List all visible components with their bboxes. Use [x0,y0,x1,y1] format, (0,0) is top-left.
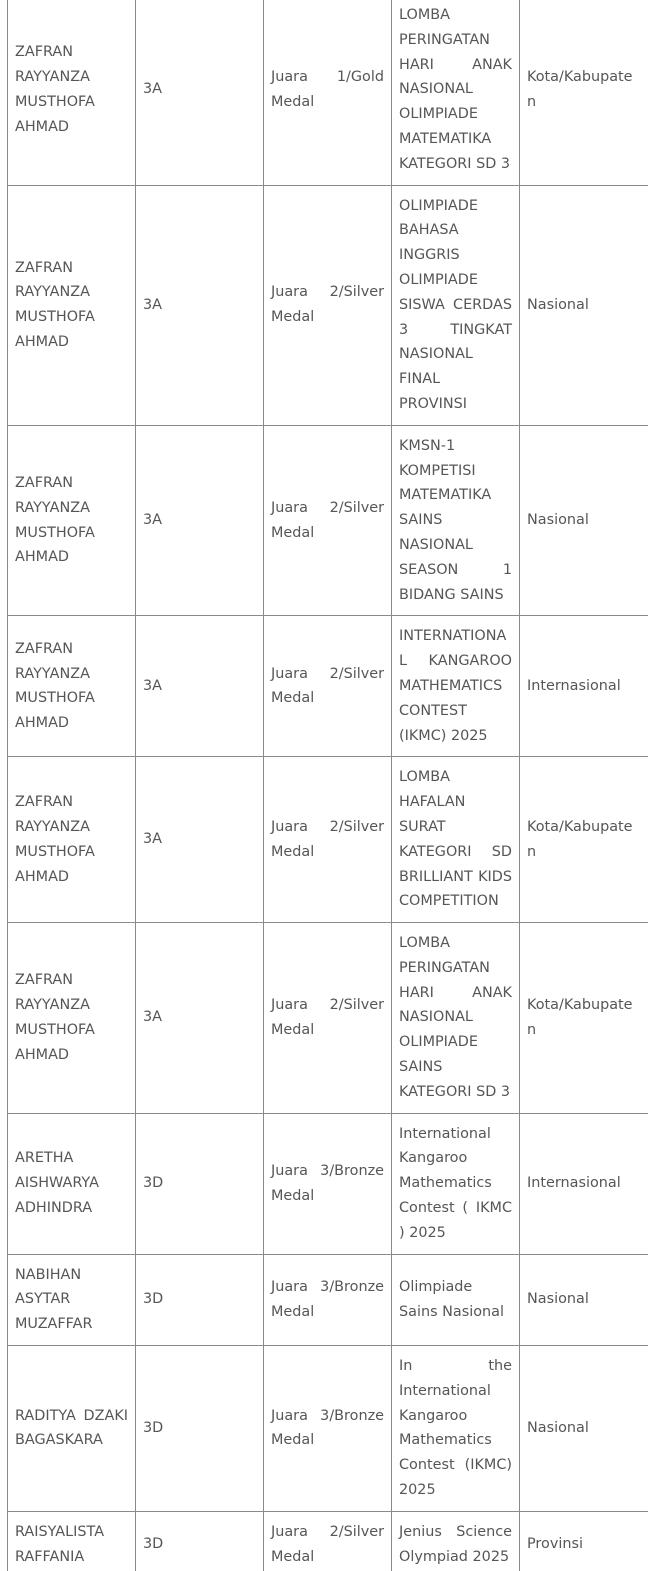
level-cell: Kota/Kabupaten [520,757,649,923]
level-cell: Internasional [520,1113,649,1254]
class-cell: 3A [136,0,264,185]
competition-cell: LOMBA PERINGATAN HARI ANAK NASIONAL OLIMPIADE MATEMATIKA KATEGORI SD 3 [392,0,520,185]
student-name-cell: RAISYALISTA RAFFANIA [8,1511,136,1571]
class-cell: 3A [136,757,264,923]
level-cell: Nasional [520,185,649,425]
student-name-cell: ARETHA AISHWARYA ADHINDRA [8,1113,136,1254]
class-cell: 3D [136,1511,264,1571]
level-cell: Nasional [520,1346,649,1512]
level-cell: Kota/Kabupaten [520,0,649,185]
table-row [8,185,649,425]
rank-cell: Juara 2/Silver Medal [264,616,392,757]
table-row [8,616,649,757]
student-name-cell: ZAFRAN RAYYANZA MUSTHOFA AHMAD [8,425,136,616]
rank-cell: Juara 2/Silver Medal [264,1511,392,1571]
table-row [8,923,649,1114]
rank-cell: Juara 2/Silver Medal [264,425,392,616]
table-row [8,757,649,923]
rank-cell: Juara 2/Silver Medal [264,757,392,923]
competition-cell: INTERNATIONAL KANGAROO MATHEMATICS CONTEST (IKMC) 2025 [392,616,520,757]
table-row [8,1113,649,1254]
achievements-table [7,0,648,1571]
student-name-cell: ZAFRAN RAYYANZA MUSTHOFA AHMAD [8,0,136,185]
level-cell: Internasional [520,616,649,757]
class-cell: 3D [136,1346,264,1512]
student-name-cell: ZAFRAN RAYYANZA MUSTHOFA AHMAD [8,616,136,757]
competition-cell: KMSN-1 KOMPETISI MATEMATIKA SAINS NASIONAL SEASON 1 BIDANG SAINS [392,425,520,616]
level-cell: Nasional [520,1254,649,1345]
rank-cell: Juara 3/Bronze Medal [264,1113,392,1254]
student-name-cell: NABIHAN ASYTAR MUZAFFAR [8,1254,136,1345]
rank-cell: Juara 2/Silver Medal [264,185,392,425]
table-row [8,1511,649,1571]
competition-cell: International Kangaroo Mathematics Contest ( IKMC ) 2025 [392,1113,520,1254]
student-name-cell: ZAFRAN RAYYANZA MUSTHOFA AHMAD [8,185,136,425]
class-cell: 3A [136,616,264,757]
table-row [8,1346,649,1512]
class-cell: 3D [136,1113,264,1254]
achievements-table-body [8,0,649,1571]
competition-cell: Olimpiade Sains Nasional [392,1254,520,1345]
competition-cell: LOMBA HAFALAN SURAT KATEGORI SD BRILLIANT KIDS COMPETITION [392,757,520,923]
competition-cell: In the International Kangaroo Mathematics Contest (IKMC) 2025 [392,1346,520,1512]
level-cell: Nasional [520,425,649,616]
level-cell: Kota/Kabupaten [520,923,649,1114]
class-cell: 3A [136,923,264,1114]
competition-cell: LOMBA PERINGATAN HARI ANAK NASIONAL OLIMPIADE SAINS KATEGORI SD 3 [392,923,520,1114]
table-row [8,0,649,185]
class-cell: 3D [136,1254,264,1345]
rank-cell: Juara 2/Silver Medal [264,923,392,1114]
table-row [8,1254,649,1345]
rank-cell: Juara 3/Bronze Medal [264,1254,392,1345]
student-name-cell: ZAFRAN RAYYANZA MUSTHOFA AHMAD [8,923,136,1114]
competition-cell: OLIMPIADE BAHASA INGGRIS OLIMPIADE SISWA CERDAS 3 TINGKAT NASIONAL FINAL PROVINSI [392,185,520,425]
rank-cell: Juara 3/Bronze Medal [264,1346,392,1512]
rank-cell: Juara 1/Gold Medal [264,0,392,185]
class-cell: 3A [136,185,264,425]
competition-cell: Jenius Science Olympiad 2025 [392,1511,520,1571]
student-name-cell: ZAFRAN RAYYANZA MUSTHOFA AHMAD [8,757,136,923]
class-cell: 3A [136,425,264,616]
table-row [8,425,649,616]
level-cell: Provinsi [520,1511,649,1571]
achievements-table-container [7,0,648,1571]
student-name-cell: RADITYA DZAKI BAGASKARA [8,1346,136,1512]
